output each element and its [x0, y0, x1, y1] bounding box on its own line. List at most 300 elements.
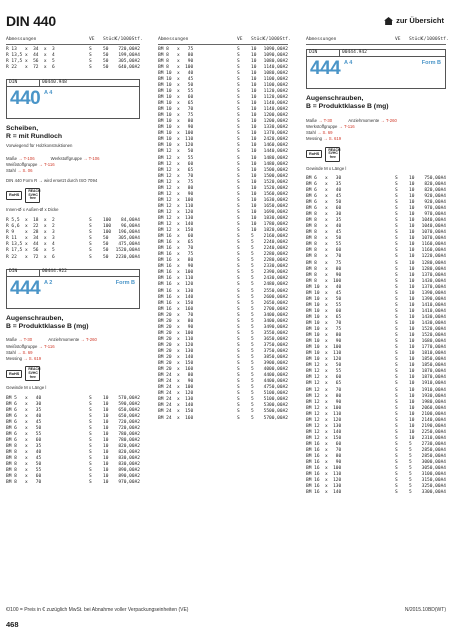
row-dimension: BM 12 x 55 [158, 155, 194, 161]
row-stueck: 10 [103, 413, 109, 419]
row-price: 3750,00A2 [263, 349, 288, 354]
row-ve: S [237, 342, 240, 348]
arrow-icon: → [16, 337, 24, 343]
row-ve: S [395, 212, 398, 218]
arrow-icon: → [322, 136, 329, 142]
row-stueck: 5 [251, 294, 254, 300]
row-ve: S [395, 466, 398, 472]
row-stueck: 10 [409, 381, 415, 387]
row-price: 1120,00A2 [263, 95, 288, 101]
link-target[interactable]: T-30 [323, 117, 333, 123]
row-stueck: 10 [251, 185, 257, 191]
row-ve: S [395, 375, 398, 381]
row-price: 1370,00A4 [421, 272, 446, 278]
row-price: 1690,00A2 [263, 209, 288, 215]
row-dimension: BM 12 x 60 [158, 161, 194, 167]
link-label: Anziehmomente [348, 117, 380, 123]
header-stueck: Stück [103, 37, 117, 42]
link-target[interactable]: T-260 [85, 337, 97, 343]
row-ve: S [395, 327, 398, 333]
arrow-icon: → [37, 161, 44, 167]
row-dimension: BM 20 x 150 [158, 361, 194, 367]
row-ve: S [237, 336, 240, 342]
link-target[interactable]: S. 69 [22, 349, 33, 355]
row-ve: S [395, 411, 398, 417]
row-price: 2280,00A2 [263, 258, 288, 264]
table-row [158, 174, 288, 180]
row-dimension: BM 20 x 110 [158, 336, 194, 342]
row-ve: S [237, 197, 240, 203]
row-dimension: BM 10 x 100 [306, 345, 342, 351]
row-stueck: 10 [251, 137, 257, 143]
row-stueck: 5 [251, 355, 254, 361]
row-stueck: 10 [409, 339, 415, 345]
row-dimension: BM 24 x 120 [158, 391, 194, 397]
row-ve: S [237, 361, 240, 367]
row-price: 2850,00A4 [421, 447, 446, 453]
row-stueck: 5 [251, 367, 254, 373]
row-price: 2310,00A4 [421, 435, 446, 441]
row-price: 1080,00A2 [263, 70, 288, 76]
row-price: 2240,00A2 [263, 246, 288, 252]
row-price: 305,00A4 [118, 236, 140, 242]
row-stueck: 10 [409, 187, 415, 193]
row-ve: S [395, 284, 398, 290]
row-ve: S [237, 246, 240, 252]
row-stueck: 10 [409, 308, 415, 314]
link-target[interactable]: T-116 [43, 161, 55, 167]
row-dimension: BM 12 x 60 [306, 375, 342, 381]
home-icon [384, 17, 393, 25]
row-dimension: BM 8 x 55 [306, 242, 342, 248]
header-stueck: Stück [409, 37, 423, 42]
row-stueck: 10 [409, 423, 415, 429]
arrow-icon: → [22, 356, 29, 362]
row-price: 890,00A2 [118, 474, 140, 480]
compliance-badges [6, 366, 140, 381]
link-target[interactable]: S. 06 [22, 167, 33, 173]
row-price: 1430,00A4 [421, 320, 446, 326]
row-dimension: BM 6 x 40 [306, 187, 342, 193]
row-price: 1100,00A2 [263, 76, 288, 82]
row-price: 3750,00A2 [263, 342, 288, 348]
row-ve: S [395, 399, 398, 405]
row-stueck: 5 [409, 454, 412, 460]
row-stueck: 50 [103, 58, 109, 64]
row-stueck: 10 [251, 179, 257, 185]
row-price: 1120,00A2 [263, 88, 288, 94]
row-ve: S [395, 447, 398, 453]
table-rows-top [6, 47, 140, 71]
link-label: Weißstoffgruppe [6, 343, 38, 349]
row-stueck: 5 [251, 385, 254, 391]
box-material: A 4 [44, 90, 53, 97]
table-row [6, 249, 140, 255]
row-price: 5300,00A2 [263, 403, 288, 409]
row-ve: S [395, 339, 398, 345]
row-dimension: BM 8 x 30 [306, 212, 342, 218]
row-stueck: 10 [409, 429, 415, 435]
row-price: 1140,00A2 [263, 101, 288, 107]
row-ve: S [237, 149, 240, 155]
row-stueck: 10 [409, 206, 415, 212]
row-stueck: 10 [251, 191, 257, 197]
row-ve: S [395, 478, 398, 484]
row-dimension: BM 12 x 55 [306, 369, 342, 375]
box-code: 00444.942 [342, 49, 367, 55]
row-dimension: BM 24 x 80 [158, 373, 194, 379]
row-dimension: BM 12 x 150 [306, 435, 342, 441]
row-price: 640,00A2 [118, 64, 140, 70]
row-stueck: 10 [409, 290, 415, 296]
row-ve: S [89, 236, 92, 242]
row-ve: S [395, 345, 398, 351]
row-price: 1780,00A2 [263, 222, 288, 228]
row-dimension: BM 10 x 60 [158, 95, 194, 101]
row-stueck: 5 [409, 478, 412, 484]
row-stueck: 5 [251, 403, 254, 409]
row-stueck: 10 [409, 351, 415, 357]
header-dimensions: Abmessungen [158, 37, 189, 42]
table-row [6, 480, 140, 486]
row-stueck: 5 [251, 318, 254, 324]
row-price: 920,00A4 [424, 194, 446, 199]
reference-link[interactable] [6, 356, 140, 362]
row-stueck: 5 [251, 300, 254, 306]
row-ve: S [237, 276, 240, 282]
row-dimension: BM 16 x 70 [306, 447, 342, 453]
row-ve: S [89, 224, 92, 230]
row-ve: S [395, 308, 398, 314]
row-stueck: 10 [409, 236, 415, 242]
reference-link[interactable] [6, 168, 140, 174]
row-stueck: 10 [103, 456, 109, 462]
link-target[interactable]: T-106 [88, 155, 100, 161]
column-header [158, 37, 291, 45]
row-stueck: 10 [409, 435, 415, 441]
reference-link[interactable] [306, 136, 446, 142]
column-header [306, 37, 449, 45]
row-dimension: BM 16 x 110 [306, 472, 342, 478]
row-ve: S [237, 185, 240, 191]
row-dimension: BM 12 x 70 [158, 173, 194, 179]
row-stueck: 10 [251, 197, 257, 203]
row-dimension: BM 6 x 45 [6, 419, 42, 425]
row-ve: S [237, 373, 240, 379]
row-ve: S [237, 252, 240, 258]
table-row [158, 295, 288, 301]
row-ve: S [395, 393, 398, 399]
row-price: 1810,00A4 [421, 351, 446, 357]
row-stueck: 10 [103, 449, 109, 455]
row-ve: S [395, 351, 398, 357]
box-form: Form B [115, 279, 135, 286]
row-dimension: BM 10 x 55 [306, 302, 342, 308]
row-ve: S [237, 385, 240, 391]
row-stueck: 10 [409, 296, 415, 302]
row-price: 2100,00A4 [421, 411, 446, 417]
row-price: 1910,00A4 [421, 387, 446, 393]
row-dimension: BM 8 x 100 [306, 278, 342, 284]
row-ve: S [395, 296, 398, 302]
row-stueck: 5 [409, 441, 412, 447]
row-price: 5100,00A2 [263, 397, 288, 403]
row-stueck: 10 [251, 82, 257, 88]
table-row [158, 416, 288, 422]
row-stueck: 5 [251, 324, 254, 330]
row-price: 2430,00A2 [263, 276, 288, 282]
row-stueck: 50 [103, 254, 109, 260]
dimension-caption: Innen-Ø x Außen-Ø x Dicke [6, 207, 59, 213]
row-price: 1480,00A2 [263, 155, 288, 161]
row-price: 1850,00A4 [421, 357, 446, 363]
row-dimension: BM 6 x 35 [6, 407, 42, 413]
row-price: 2420,00A2 [263, 137, 288, 143]
row-stueck: 5 [251, 397, 254, 403]
row-price: 5700,00A2 [263, 415, 288, 421]
row-dimension: BM 24 x 140 [158, 403, 194, 409]
row-stueck: 50 [103, 236, 109, 242]
row-dimension: BM 8 x 90 [306, 272, 342, 278]
row-stueck: 10 [251, 76, 257, 82]
link-target[interactable]: T-106 [23, 155, 35, 161]
row-ve: S [237, 70, 240, 76]
link-target[interactable]: T-116 [343, 123, 355, 129]
row-price: 1070,00A4 [421, 236, 446, 242]
box-din: DIN [7, 80, 40, 86]
footer-note: €/100 = Preis in € zuzüglich MwSt. bei Abnahme voller Verpackungseinheiten (VE) [6, 607, 189, 613]
row-stueck: 10 [251, 64, 257, 70]
row-dimension: R 17,5 x 56 x 5 [6, 58, 55, 64]
box-number: 440 [10, 88, 41, 110]
row-price: 1140,00A2 [263, 107, 288, 113]
link-target[interactable]: T-116 [43, 343, 55, 349]
row-dimension: BM 12 x 140 [306, 429, 342, 435]
row-price: 96,00A4 [121, 224, 140, 230]
row-dimension: BM 20 x 100 [158, 330, 194, 336]
row-price: 750,00A4 [424, 175, 446, 181]
row-price: 1680,00A4 [421, 339, 446, 345]
row-ve: S [395, 417, 398, 423]
table-rows-bottom [6, 396, 140, 487]
row-price: 820,00A2 [118, 443, 140, 449]
row-stueck: 5 [251, 246, 254, 252]
row-stueck: 5 [251, 415, 254, 421]
row-ve: S [395, 266, 398, 272]
row-dimension: BM 10 x 80 [158, 119, 194, 125]
row-dimension: BM 12 x 100 [306, 405, 342, 411]
row-dimension: BM 10 x 75 [158, 113, 194, 119]
row-price: 1160,00A4 [421, 248, 446, 254]
row-dimension: BM 8 x 60 [6, 474, 42, 480]
row-stueck: 10 [251, 119, 257, 125]
overview-link[interactable] [384, 17, 444, 25]
row-stueck: 100 [103, 224, 112, 230]
row-stueck: 10 [251, 209, 257, 215]
row-dimension: BM 10 x 110 [306, 351, 342, 357]
row-dimension: BM 8 x 80 [306, 266, 342, 272]
row-stueck: 10 [251, 131, 257, 137]
product-box-header [7, 270, 139, 277]
row-dimension: BM 24 x 130 [158, 397, 194, 403]
row-stueck: 10 [409, 272, 415, 278]
row-ve: S [395, 441, 398, 447]
row-dimension: BM 16 x 65 [158, 240, 194, 246]
row-price: 1040,00A4 [421, 224, 446, 230]
link-label: Stahl [306, 130, 316, 136]
row-stueck: 10 [409, 320, 415, 326]
row-price: 830,00A2 [118, 462, 140, 468]
arrow-icon: → [79, 337, 86, 343]
row-dimension: BM 20 x 90 [158, 324, 194, 330]
row-dimension: BM 12 x 50 [158, 149, 194, 155]
row-price: 2480,00A2 [263, 282, 288, 288]
page-title: DIN 440 [6, 13, 56, 29]
row-price: 1500,00A2 [263, 173, 288, 179]
row-dimension: BM 8 x 50 [306, 236, 342, 242]
row-ve: S [395, 435, 398, 441]
table-row [6, 396, 140, 402]
row-stueck: 5 [409, 460, 412, 466]
row-dimension: BM 6 x 50 [306, 200, 342, 206]
row-dimension: BM 12 x 90 [158, 191, 194, 197]
row-stueck: 10 [409, 393, 415, 399]
row-price: 1280,00A4 [421, 266, 446, 272]
row-price: 4400,00A2 [263, 373, 288, 379]
row-stueck: 10 [409, 248, 415, 254]
row-ve: S [395, 423, 398, 429]
row-price: 1520,00A4 [421, 327, 446, 333]
row-ve: S [89, 419, 92, 425]
row-dimension: BM 6 x 30 [6, 401, 42, 407]
row-price: 590,00A2 [118, 401, 140, 407]
row-dimension: BM 16 x 60 [158, 234, 194, 240]
table-row [158, 289, 288, 295]
link-target[interactable]: S. 619 [328, 136, 342, 142]
row-price: 1090,00A2 [263, 46, 288, 52]
row-ve: S [89, 401, 92, 407]
row-dimension: BM 24 x 100 [158, 385, 194, 391]
row-ve: S [395, 200, 398, 206]
row-dimension: BM 16 x 60 [306, 441, 342, 447]
row-dimension: BM 24 x 90 [158, 379, 194, 385]
table-row [306, 261, 446, 267]
row-ve: S [395, 290, 398, 296]
row-ve: S [89, 64, 92, 70]
row-stueck: 10 [409, 266, 415, 272]
row-stueck: 5 [251, 391, 254, 397]
table-row [306, 267, 446, 273]
row-ve: S [237, 64, 240, 70]
row-dimension: BM 16 x 75 [158, 252, 194, 258]
row-ve: S [237, 294, 240, 300]
row-dimension: BM 12 x 80 [306, 393, 342, 399]
box-material: A 4 [344, 60, 353, 67]
overview-link-label: zur Übersicht [396, 16, 444, 26]
link-label: Maße [306, 117, 317, 123]
row-dimension: BM 8 x 35 [6, 443, 42, 449]
row-price: 3100,00A4 [421, 472, 446, 478]
row-dimension: BM 12 x 110 [306, 411, 342, 417]
row-dimension: R 11 x 34 x 3 [6, 236, 55, 242]
row-ve: S [237, 52, 240, 58]
arrow-icon: → [15, 349, 23, 355]
row-ve: S [237, 222, 240, 228]
row-price: 3400,00A2 [263, 318, 288, 324]
row-price: 2700,00A2 [263, 306, 288, 312]
row-dimension: BM 8 x 50 [6, 462, 42, 468]
row-ve: S [237, 107, 240, 113]
row-ve: S [237, 101, 240, 107]
row-ve: S [237, 349, 240, 354]
link-target[interactable]: S. 69 [322, 130, 333, 136]
column-1 [6, 37, 143, 486]
row-stueck: 5 [251, 276, 254, 282]
row-stueck: 10 [251, 228, 257, 234]
row-ve: S [237, 409, 240, 415]
row-price: 1630,00A2 [263, 197, 288, 203]
link-target[interactable]: S. 619 [28, 356, 42, 362]
row-price: 3150,00A4 [421, 478, 446, 484]
row-ve: S [89, 468, 92, 474]
row-price: 1870,00A4 [421, 369, 446, 375]
row-stueck: 10 [103, 474, 109, 480]
row-dimension: BM 10 x 65 [158, 101, 194, 107]
row-dimension: BM 8 x 55 [6, 468, 42, 474]
row-dimension: BM 10 x 120 [306, 357, 342, 363]
link-target[interactable]: T-260 [385, 117, 397, 123]
row-price: 970,00A4 [424, 212, 446, 218]
row-stueck: 5 [409, 466, 412, 472]
row-ve: S [395, 175, 398, 181]
row-stueck: 10 [409, 194, 415, 199]
box-number: 444 [10, 277, 41, 299]
row-ve: S [89, 248, 92, 254]
row-dimension: BM 12 x 70 [306, 387, 342, 393]
row-ve: S [237, 288, 240, 294]
row-stueck: 10 [251, 173, 257, 179]
row-dimension: BM 20 x 130 [158, 349, 194, 354]
row-dimension: BM 16 x 70 [158, 246, 194, 252]
table-row [306, 400, 446, 406]
row-stueck: 10 [103, 407, 109, 413]
row-price: 3250,00A4 [421, 484, 446, 490]
row-dimension: BM 16 x 120 [158, 282, 194, 288]
row-dimension: BM 16 x 140 [306, 490, 342, 496]
row-ve: S [395, 181, 398, 187]
link-target[interactable]: T-30 [23, 337, 33, 343]
row-stueck: 10 [409, 242, 415, 248]
row-stueck: 5 [251, 282, 254, 288]
row-stueck: 10 [103, 401, 109, 407]
row-stueck: 10 [251, 95, 257, 101]
row-price: 1770,00A4 [421, 345, 446, 351]
reference-links [6, 337, 140, 362]
row-price: 1820,00A2 [263, 228, 288, 234]
link-label: Maße [6, 155, 17, 161]
row-dimension: BM 16 x 100 [306, 466, 342, 472]
row-price: 820,00A4 [424, 187, 446, 193]
row-stueck: 10 [409, 212, 415, 218]
row-stueck: 10 [251, 203, 257, 209]
column-3 [306, 37, 449, 497]
row-ve: S [237, 113, 240, 119]
row-dimension: BM 12 x 65 [306, 381, 342, 387]
row-stueck: 5 [251, 349, 254, 354]
row-price: 1070,00A4 [421, 230, 446, 236]
row-dimension: BM 10 x 45 [306, 290, 342, 296]
row-price: 2060,00A4 [421, 405, 446, 411]
